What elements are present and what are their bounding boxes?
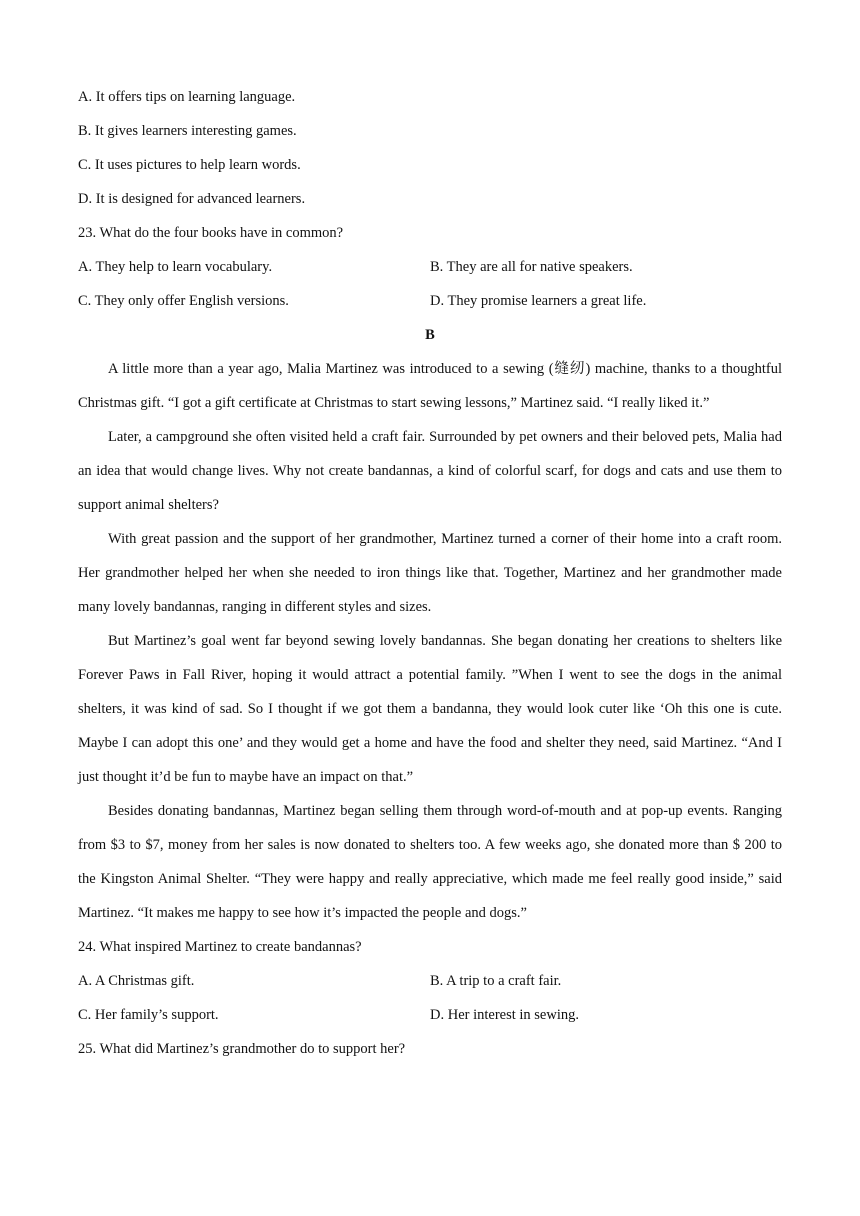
q23-options-row-1 (78, 250, 782, 284)
q22-option-c: C. It uses pictures to help learn words. (78, 157, 301, 173)
passage-paragraph-3: With great passion and the support of her grandmother, Martinez turned a corner of their home into a craft room. Her grandmother helped her when she needed to iron things like that. Together, Martinez and her grandmother made many lovely bandannas, ranging in different styles and sizes. (78, 531, 782, 615)
q24-question: 24. What inspired Martinez to create bandannas? (78, 939, 362, 955)
q22-option-a: A. It offers tips on learning language. (78, 89, 296, 105)
q24-option-c: C. Her family’s support. (78, 1007, 219, 1023)
passage-paragraph-1: A little more than a year ago, Malia Martinez was introduced to a sewing (缝纫) machine, thanks to a thoughtful Christmas gift. “I got a gift certificate at Christmas to start sewing lessons,” Martinez said. “I really liked it.” (78, 361, 782, 411)
q22-option-d: D. It is designed for advanced learners. (78, 191, 306, 207)
q24-option-d: D. Her interest in sewing. (430, 1007, 579, 1023)
q22-option-b: B. It gives learners interesting games. (78, 123, 297, 139)
section-heading: B (425, 327, 435, 343)
q23-option-c: C. They only offer English versions. (78, 293, 289, 309)
q23-option-b: B. They are all for native speakers. (430, 259, 633, 275)
passage-paragraph-2: Later, a campground she often visited held a craft fair. Surrounded by pet owners and their beloved pets, Malia had an idea that would change lives. Why not create bandannas, a kind of colorful scarf, for dogs and cats and use them to support animal shelters? (78, 429, 782, 513)
exam-page (78, 80, 782, 1066)
q23-options-row-2 (78, 284, 782, 318)
q24-options-row-2 (78, 998, 782, 1032)
passage-paragraph-5: Besides donating bandannas, Martinez began selling them through word-of-mouth and at pop-up events. Ranging from $3 to $7, money from her sales is now donated to shelters too. A few weeks ago, she donated more than $ 200 to the Kingston Animal Shelter. “They were happy and really appreciative, which made me feel really good inside,” said Martinez. “It makes me happy to see how it’s impacted the people and dogs.” (78, 803, 782, 921)
q24-options-row-1 (78, 964, 782, 998)
q23-question: 23. What do the four books have in common? (78, 225, 344, 241)
q25-question: 25. What did Martinez’s grandmother do to support her? (78, 1041, 406, 1057)
q24-option-b: B. A trip to a craft fair. (430, 973, 562, 989)
q23-option-a: A. They help to learn vocabulary. (78, 259, 273, 275)
q24-option-a: A. A Christmas gift. (78, 973, 195, 989)
q23-option-d: D. They promise learners a great life. (430, 293, 647, 309)
passage-paragraph-4: But Martinez’s goal went far beyond sewing lovely bandannas. She began donating her creations to shelters like Forever Paws in Fall River, hoping it would attract a potential family. ”When I went to see the dogs in the animal shelters, it was kind of sad. So I thought if we got them a bandanna, they would look cuter like ‘Oh this one is cute. Maybe I can adopt this one’ and they would get a home and have the food and shelter they need, said Martinez. “And I just thought it’d be fun to maybe have an impact on that.” (78, 633, 782, 785)
